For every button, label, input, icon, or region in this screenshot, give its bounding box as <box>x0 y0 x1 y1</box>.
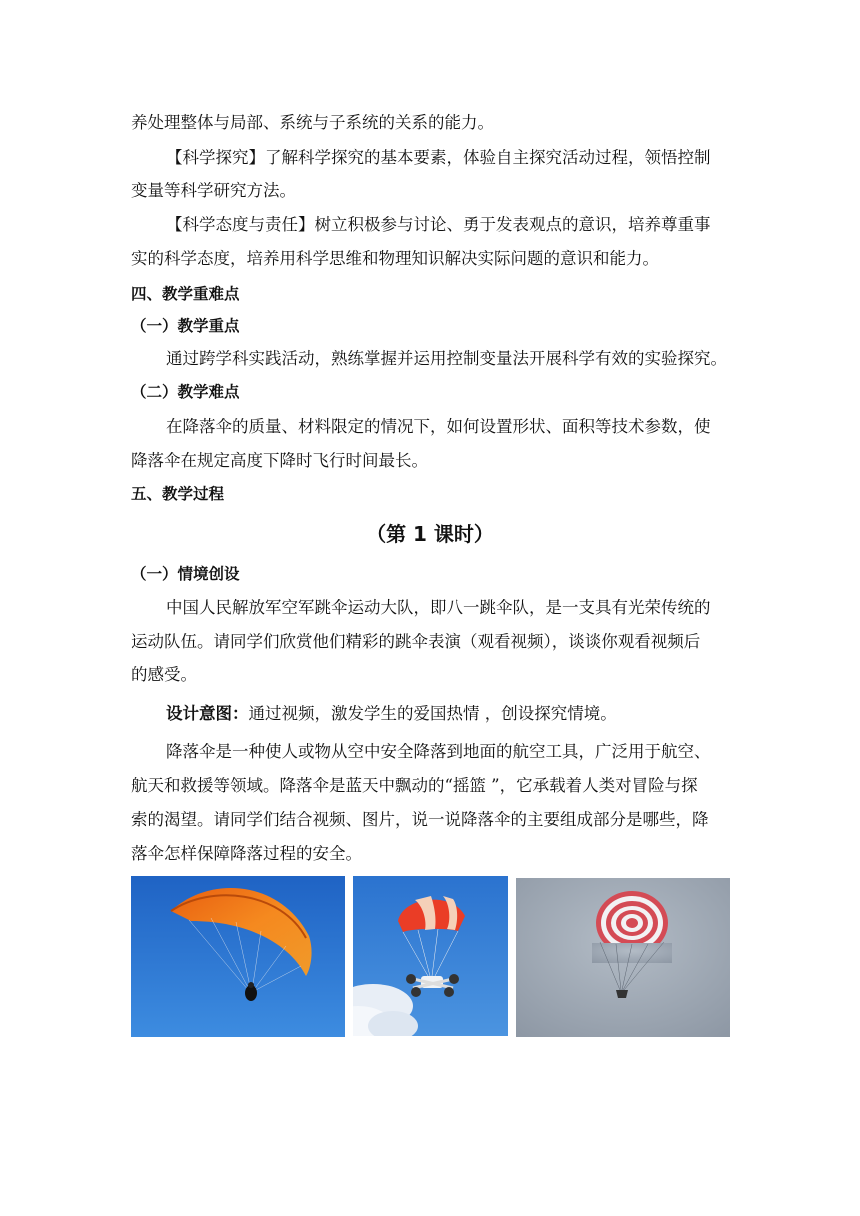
paragraph-line: 中国人民解放军空军跳伞运动大队，即八一跳伞队，是一支具有光荣传统的 <box>166 598 711 617</box>
paragraph-line: 降落伞是一种使人或物从空中安全降落到地面的航空工具，广泛用于航空、 <box>166 742 711 761</box>
paragraph-line: 索的渴望。请同学们结合视频、图片，说一说降落伞的主要组成部分是哪些，降 <box>131 810 709 829</box>
lesson-title: （第 1 课时） <box>366 522 494 546</box>
capsule-parachute-photo <box>516 878 730 1037</box>
paragraph-line: 在降落伞的质量、材料限定的情况下，如何设置形状、面积等技术参数，使 <box>166 417 711 436</box>
section-heading: 四、教学重难点 <box>131 285 240 303</box>
subsection-heading: （一）教学重点 <box>131 317 240 335</box>
paraglider-photo <box>131 876 345 1037</box>
paragraph-line: 实的科学态度，培养用科学思维和物理知识解决实际问题的意识和能力。 <box>131 249 659 268</box>
paragraph-line: 通过跨学科实践活动，熟练掌握并运用控制变量法开展科学有效的实验探究。 <box>166 349 727 368</box>
subsection-heading: （一）情境创设 <box>131 565 240 583</box>
section-heading: 五、教学过程 <box>131 485 225 503</box>
drone-parachute-photo <box>353 876 508 1036</box>
paragraph-line: 运动队伍。请同学们欣赏他们精彩的跳伞表演（观看视频），谈谈你观看视频后 <box>131 632 701 651</box>
paragraph-line: 航天和救援等领域。降落伞是蓝天中飘动的“摇篮 ”，它承载着人类对冒险与探 <box>131 776 698 795</box>
paragraph-line: 变量等科学研究方法。 <box>131 181 296 200</box>
design-intent-label: 设计意图： <box>166 704 249 723</box>
paragraph-line: 【科学态度与责任】树立积极参与讨论、勇于发表观点的意识，培养尊重事 <box>166 215 711 234</box>
paragraph-line: 落伞怎样保障降落过程的安全。 <box>131 844 362 863</box>
subsection-heading: （二）教学难点 <box>131 383 240 401</box>
paragraph-line: 降落伞在规定高度下降时飞行时间最长。 <box>131 451 428 470</box>
design-intent-text: 通过视频，激发学生的爱国热情 ，创设探究情境。 <box>248 704 617 723</box>
design-intent <box>166 703 617 725</box>
paragraph-line: 的感受。 <box>131 665 197 684</box>
paragraph-line: 【科学探究】了解科学探究的基本要素，体验自主探究活动过程，领悟控制 <box>166 148 711 167</box>
paragraph-line: 养处理整体与局部、系统与子系统的关系的能力。 <box>131 113 494 132</box>
